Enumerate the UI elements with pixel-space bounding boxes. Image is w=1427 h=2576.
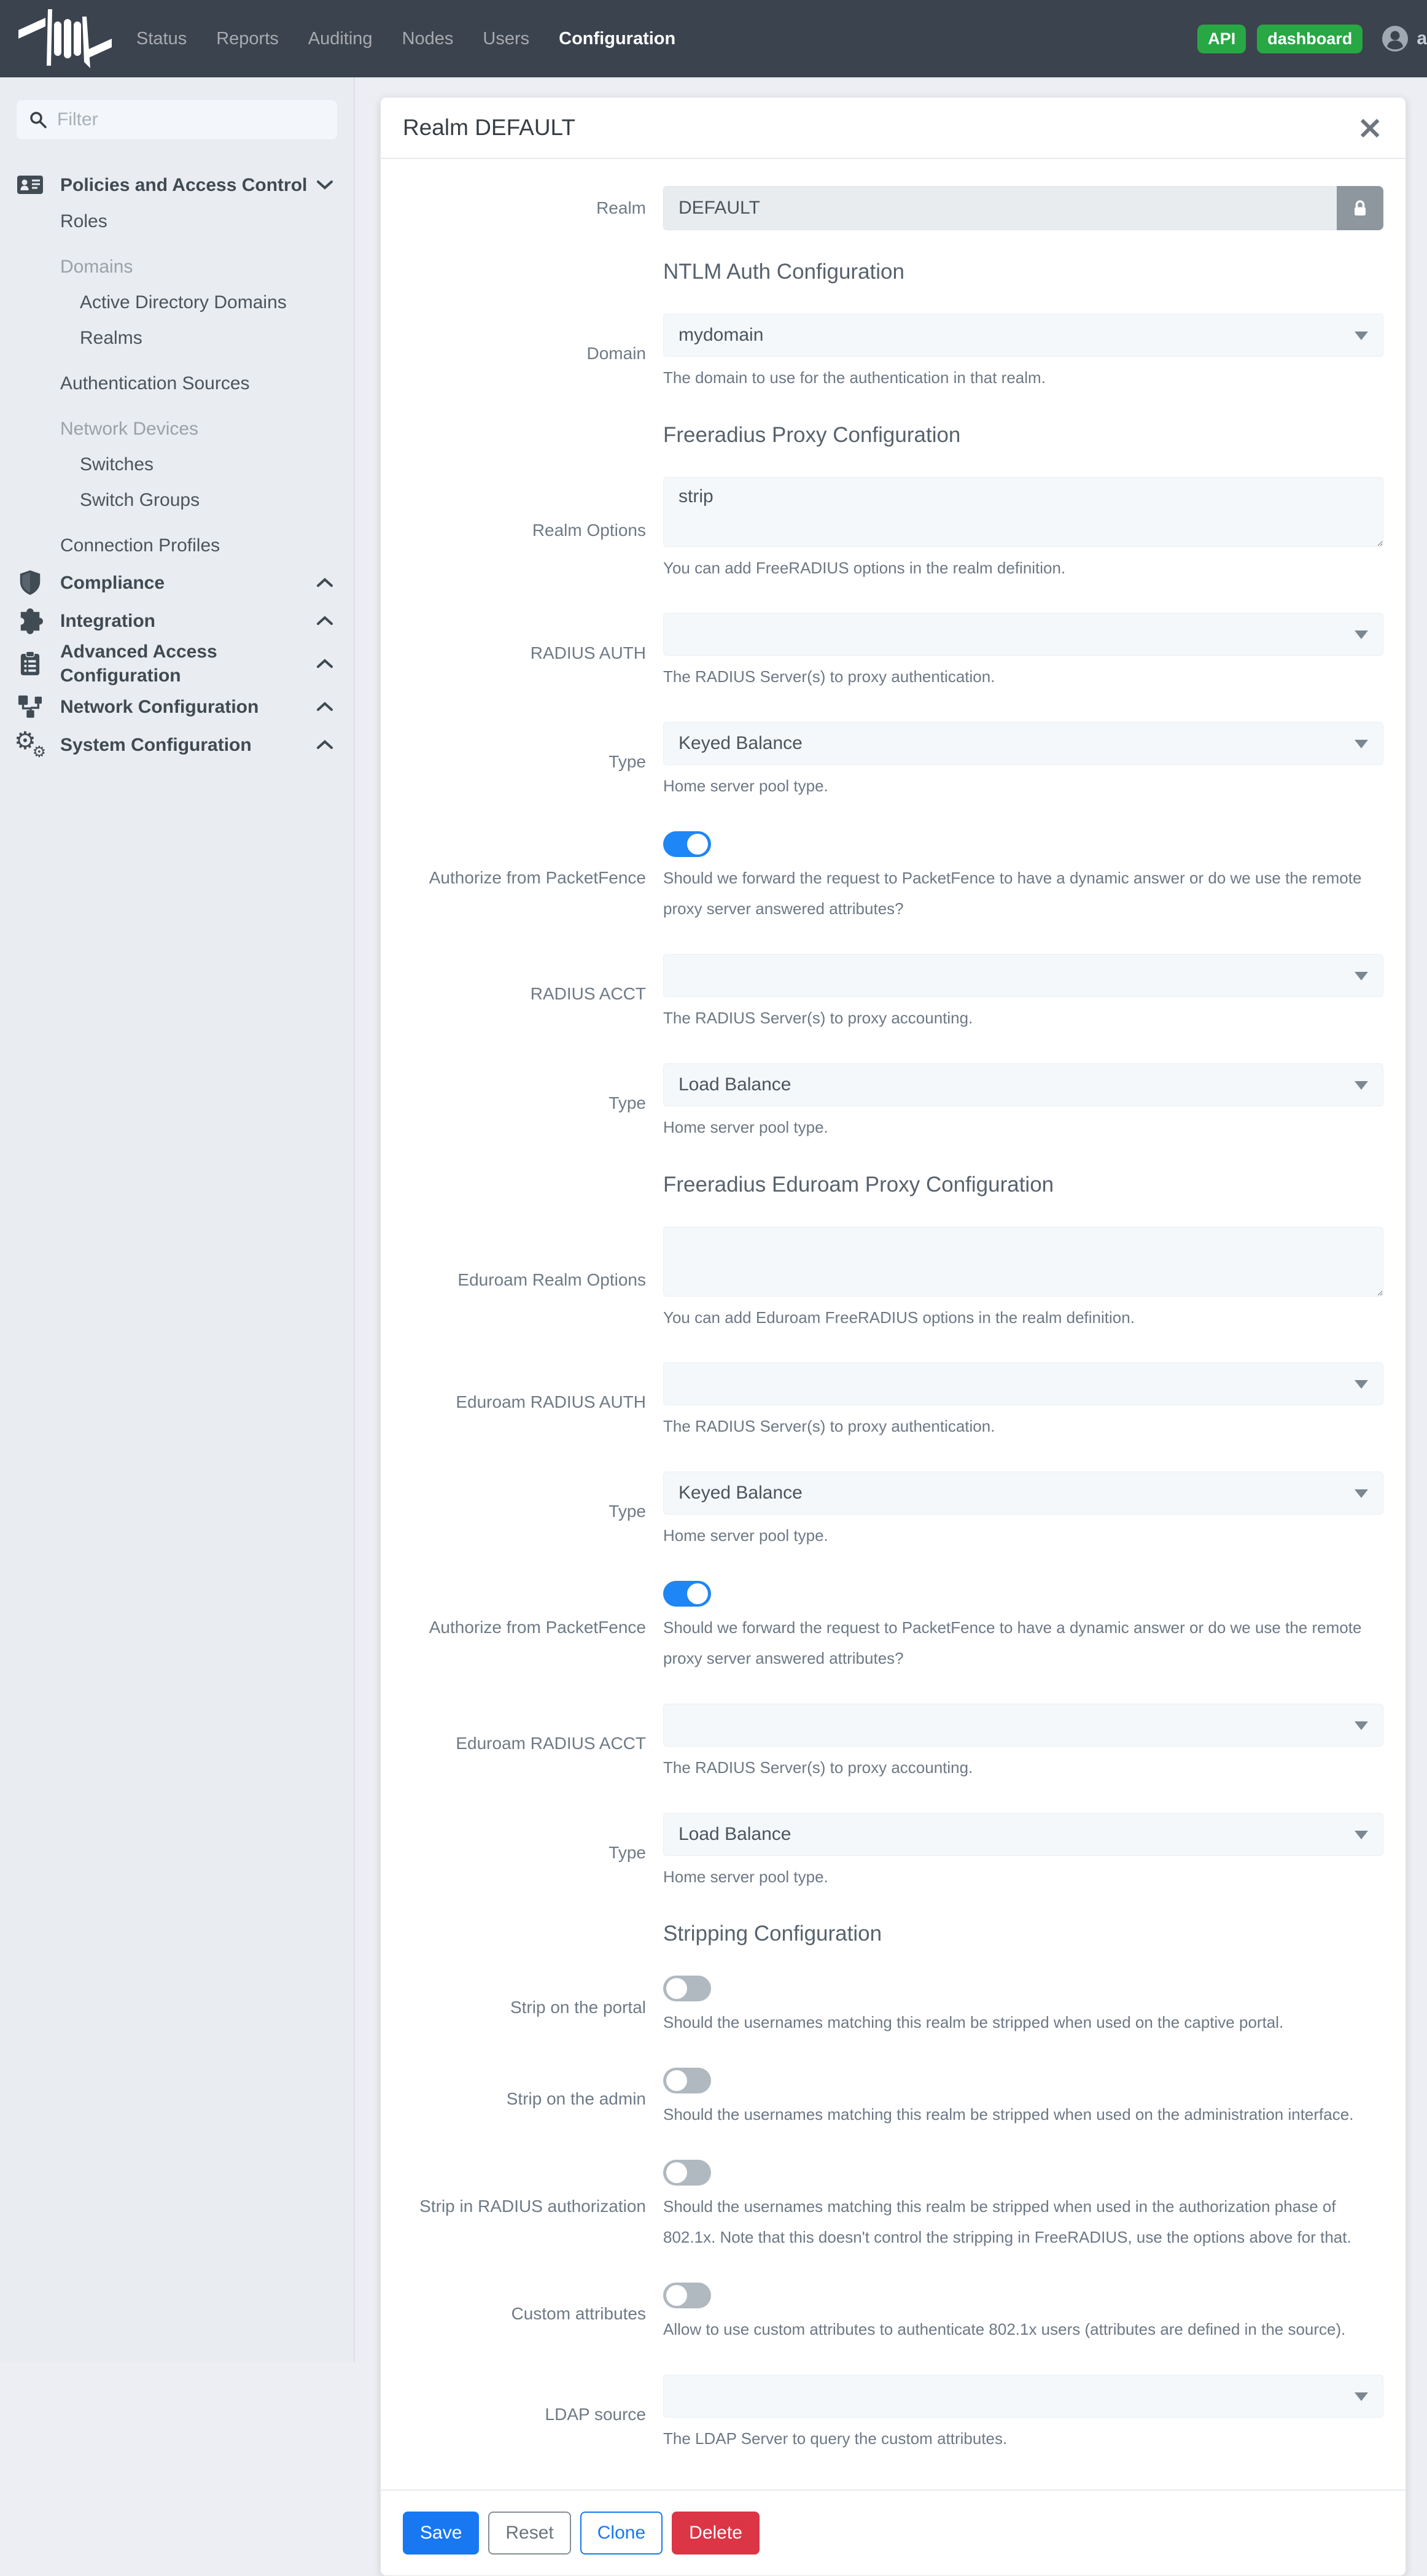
realm-form <box>381 159 1406 2489</box>
realm-options-textarea[interactable] <box>663 477 1383 547</box>
chevron-down-icon <box>1355 972 1368 980</box>
toggle-knob <box>666 1978 687 1999</box>
main-nav <box>136 29 675 49</box>
ldap-source-select[interactable] <box>663 2375 1383 2418</box>
eduroam-radius-acct-help: The RADIUS Server(s) to proxy accounting. <box>663 1758 973 1777</box>
eduroam-acct-type-help: Home server pool type. <box>663 1867 828 1886</box>
sidebar-section-network-devices: Network Devices <box>60 419 199 439</box>
delete-button[interactable]: Delete <box>672 2512 760 2555</box>
strip-portal-toggle[interactable] <box>663 1976 711 2001</box>
radius-acct-select[interactable] <box>663 954 1383 997</box>
strip-admin-label: Strip on the admin <box>506 2089 646 2109</box>
chevron-up-icon <box>311 659 333 669</box>
field-radius-acct-type <box>403 1063 1383 1143</box>
sidebar-group-label: System Configuration <box>60 734 252 755</box>
radius-auth-select[interactable] <box>663 613 1383 656</box>
lock-icon <box>1351 199 1369 217</box>
chevron-down-icon <box>1355 630 1368 639</box>
radius-auth-type-help: Home server pool type. <box>663 777 828 796</box>
eduroam-acct-type-select[interactable] <box>663 1813 1383 1856</box>
radius-auth-help: The RADIUS Server(s) to proxy authentication. <box>663 667 995 686</box>
field-radius-auth-type <box>403 722 1383 802</box>
nav-item-status[interactable]: Status <box>136 28 187 48</box>
packetfence-logo[interactable] <box>18 9 112 68</box>
navbar-right <box>1197 25 1427 53</box>
domain-label: Domain <box>586 344 646 363</box>
section-heading-freeradius: Freeradius Proxy Configuration <box>663 422 961 447</box>
top-navbar <box>0 0 1427 77</box>
eduroam-acct-type-value: Load Balance <box>679 1823 791 1844</box>
section-heading-stripping: Stripping Configuration <box>663 1922 882 1946</box>
authorize-pf-label: Authorize from PacketFence <box>429 868 646 888</box>
field-strip-radius <box>403 2160 1383 2253</box>
sidebar-group-label: Policies and Access Control <box>60 174 308 195</box>
filter-input[interactable] <box>57 109 325 130</box>
sidebar-item-active-directory-domains[interactable]: Active Directory Domains <box>80 292 287 312</box>
type-label: Type <box>609 1842 646 1862</box>
eduroam-authorize-pf-help: Should we forward the request to PacketFence to have a dynamic answer or do we use the remote proxy server answered attributes? <box>663 1618 1362 1668</box>
ldap-source-help: The LDAP Server to query the custom attributes. <box>663 2429 1008 2448</box>
field-eduroam-auth-type <box>403 1472 1383 1551</box>
sidebar-item-realms[interactable]: Realms <box>80 328 142 348</box>
sidebar-section-domains: Domains <box>60 257 133 277</box>
type-label: Type <box>609 1502 646 1521</box>
chevron-down-icon <box>1355 1380 1368 1389</box>
field-eduroam-acct-type <box>403 1813 1383 1893</box>
chevron-down-icon <box>1355 1721 1368 1730</box>
sidebar-group-label: Compliance <box>60 572 165 593</box>
dashboard-badge[interactable]: dashboard <box>1257 25 1363 53</box>
chevron-up-icon <box>311 702 333 712</box>
eduroam-radius-auth-label: Eduroam RADIUS AUTH <box>456 1392 646 1412</box>
section-heading-ntlm: NTLM Auth Configuration <box>663 260 904 284</box>
field-strip-admin <box>403 2068 1383 2130</box>
chevron-down-icon <box>1355 740 1368 748</box>
authorize-pf-help: Should we forward the request to PacketFence to have a dynamic answer or do we use the remote proxy server answered attributes? <box>663 868 1362 918</box>
clone-button[interactable]: Clone <box>580 2512 663 2555</box>
card-footer <box>381 2489 1406 2575</box>
lock-button[interactable] <box>1337 186 1383 230</box>
nav-item-configuration[interactable]: Configuration <box>559 28 676 48</box>
user-icon <box>1381 25 1409 53</box>
strip-admin-toggle[interactable] <box>663 2068 711 2093</box>
strip-admin-help: Should the usernames matching this realm be stripped when used on the administration interface. <box>663 2105 1354 2124</box>
ldap-source-label: LDAP source <box>545 2405 646 2424</box>
realm-label: Realm <box>596 198 646 218</box>
field-realm-options <box>403 477 1383 584</box>
radius-acct-type-help: Home server pool type. <box>663 1117 828 1136</box>
nav-item-nodes[interactable]: Nodes <box>402 28 454 48</box>
shield-icon <box>16 570 44 596</box>
user-name: a <box>1417 28 1427 48</box>
radius-acct-help: The RADIUS Server(s) to proxy accounting. <box>663 1009 973 1028</box>
page-title: Realm DEFAULT <box>403 115 575 140</box>
type-label: Type <box>609 1093 646 1113</box>
toggle-knob <box>666 2162 687 2183</box>
strip-portal-help: Should the usernames matching this realm be stripped when used on the captive portal. <box>663 2013 1284 2032</box>
chevron-down-icon <box>1355 1489 1368 1498</box>
eduroam-radius-auth-select[interactable] <box>663 1362 1383 1405</box>
eduroam-auth-type-value: Keyed Balance <box>679 1482 803 1503</box>
chevron-up-icon <box>311 616 333 626</box>
custom-attributes-toggle[interactable] <box>663 2283 711 2308</box>
close-icon[interactable]: × <box>1356 109 1383 146</box>
authorize-pf-toggle[interactable] <box>663 831 711 857</box>
radius-auth-type-value: Keyed Balance <box>679 733 803 754</box>
sidebar-item-connection-profiles[interactable]: Connection Profiles <box>60 535 220 556</box>
field-strip-portal <box>403 1976 1383 2038</box>
strip-radius-help: Should the usernames matching this realm be stripped when used in the authorization phase of 802.1x. Note that this doesn't control the stripping in FreeRADIUS, use the options above for that. <box>663 2197 1351 2247</box>
nav-item-reports[interactable]: Reports <box>216 28 279 48</box>
field-authorize-pf <box>403 831 1383 925</box>
chevron-up-icon <box>311 740 333 750</box>
field-radius-acct <box>403 954 1383 1034</box>
realm-options-help: You can add FreeRADIUS options in the realm definition. <box>663 558 1066 577</box>
section-heading-eduroam: Freeradius Eduroam Proxy Configuration <box>663 1172 1054 1197</box>
eduroam-options-textarea[interactable] <box>663 1227 1383 1297</box>
sidebar-item-roles[interactable]: Roles <box>60 211 107 231</box>
sidebar-group-label: Advanced Access Configuration <box>60 642 217 686</box>
strip-portal-label: Strip on the portal <box>510 1997 646 2017</box>
toggle-knob <box>666 2285 687 2306</box>
strip-radius-label: Strip in RADIUS authorization <box>419 2197 646 2216</box>
eduroam-authorize-pf-toggle[interactable] <box>663 1581 711 1607</box>
eduroam-auth-type-select[interactable] <box>663 1472 1383 1515</box>
sidebar-filter <box>16 99 338 140</box>
sidebar-group-label: Integration <box>60 610 155 631</box>
card-header <box>381 98 1406 159</box>
puzzle-icon <box>16 608 44 633</box>
search-icon <box>29 111 47 129</box>
eduroam-authorize-pf-label: Authorize from PacketFence <box>429 1618 646 1637</box>
domain-help: The domain to use for the authentication in that realm. <box>663 368 1046 387</box>
sidebar-group-network-configuration[interactable] <box>16 688 338 726</box>
network-icon <box>16 694 44 719</box>
field-eduroam-authorize-pf <box>403 1581 1383 1674</box>
id-card-icon <box>16 174 44 195</box>
radius-acct-type-value: Load Balance <box>679 1074 791 1095</box>
eduroam-radius-acct-label: Eduroam RADIUS ACCT <box>456 1734 646 1753</box>
field-eduroam-radius-acct <box>403 1704 1383 1783</box>
chevron-down-icon <box>1355 332 1368 340</box>
field-domain <box>403 314 1383 394</box>
custom-attributes-help: Allow to use custom attributes to authenticate 802.1x users (attributes are defined in the source). <box>663 2320 1346 2339</box>
chevron-up-icon <box>311 578 333 588</box>
main-content <box>355 77 1427 2543</box>
sidebar-nav <box>16 166 338 764</box>
sidebar-item-switches[interactable]: Switches <box>80 454 154 475</box>
field-radius-auth <box>403 613 1383 692</box>
chevron-down-icon <box>1355 1831 1368 1839</box>
sidebar <box>0 77 355 2362</box>
clipboard-icon <box>16 651 44 677</box>
eduroam-options-help: You can add Eduroam FreeRADIUS options in the realm definition. <box>663 1308 1135 1327</box>
packetfence-logo-icon <box>18 9 112 68</box>
sidebar-item-switch-groups[interactable]: Switch Groups <box>80 490 200 510</box>
field-custom-attributes <box>403 2283 1383 2345</box>
toggle-knob <box>687 1583 708 1604</box>
sidebar-group-advanced-access[interactable] <box>16 640 338 688</box>
chevron-down-icon <box>311 180 333 190</box>
gears-icon: ⚙ ⚙ <box>14 727 46 761</box>
sidebar-group-integration[interactable] <box>16 602 338 640</box>
eduroam-options-label: Eduroam Realm Options <box>457 1270 646 1289</box>
eduroam-auth-type-help: Home server pool type. <box>663 1526 828 1545</box>
nav-item-auditing[interactable]: Auditing <box>308 28 373 48</box>
field-ldap-source <box>403 2375 1383 2454</box>
toggle-knob <box>687 834 708 855</box>
radius-auth-label: RADIUS AUTH <box>530 643 646 662</box>
eduroam-radius-auth-help: The RADIUS Server(s) to proxy authentication. <box>663 1417 995 1436</box>
realm-options-label: Realm Options <box>532 520 646 540</box>
toggle-knob <box>666 2070 687 2091</box>
sidebar-group-system-configuration[interactable] <box>16 726 338 764</box>
radius-acct-label: RADIUS ACCT <box>530 984 646 1004</box>
sidebar-group-label: Network Configuration <box>60 696 259 717</box>
field-eduroam-options <box>403 1227 1383 1333</box>
field-eduroam-radius-auth <box>403 1362 1383 1442</box>
user-menu[interactable] <box>1381 25 1427 53</box>
radius-acct-type-select[interactable] <box>663 1063 1383 1106</box>
type-label: Type <box>609 752 646 772</box>
realm-card <box>380 97 1406 2576</box>
domain-value: mydomain <box>679 325 764 345</box>
eduroam-radius-acct-select[interactable] <box>663 1704 1383 1747</box>
domain-select[interactable] <box>663 314 1383 357</box>
strip-radius-toggle[interactable] <box>663 2160 711 2186</box>
sidebar-group-policies[interactable] <box>16 166 338 204</box>
reset-button[interactable]: Reset <box>488 2512 570 2555</box>
save-button[interactable]: Save <box>403 2512 479 2555</box>
api-badge[interactable]: API <box>1197 25 1246 53</box>
radius-auth-type-select[interactable] <box>663 722 1383 765</box>
chevron-down-icon <box>1355 1081 1368 1090</box>
custom-attributes-label: Custom attributes <box>511 2304 646 2324</box>
nav-item-users[interactable]: Users <box>483 28 530 48</box>
field-realm <box>403 186 1383 230</box>
realm-input <box>663 186 1337 230</box>
chevron-down-icon <box>1355 2392 1368 2401</box>
sidebar-group-compliance[interactable] <box>16 564 338 602</box>
sidebar-item-authentication-sources[interactable]: Authentication Sources <box>60 373 250 394</box>
